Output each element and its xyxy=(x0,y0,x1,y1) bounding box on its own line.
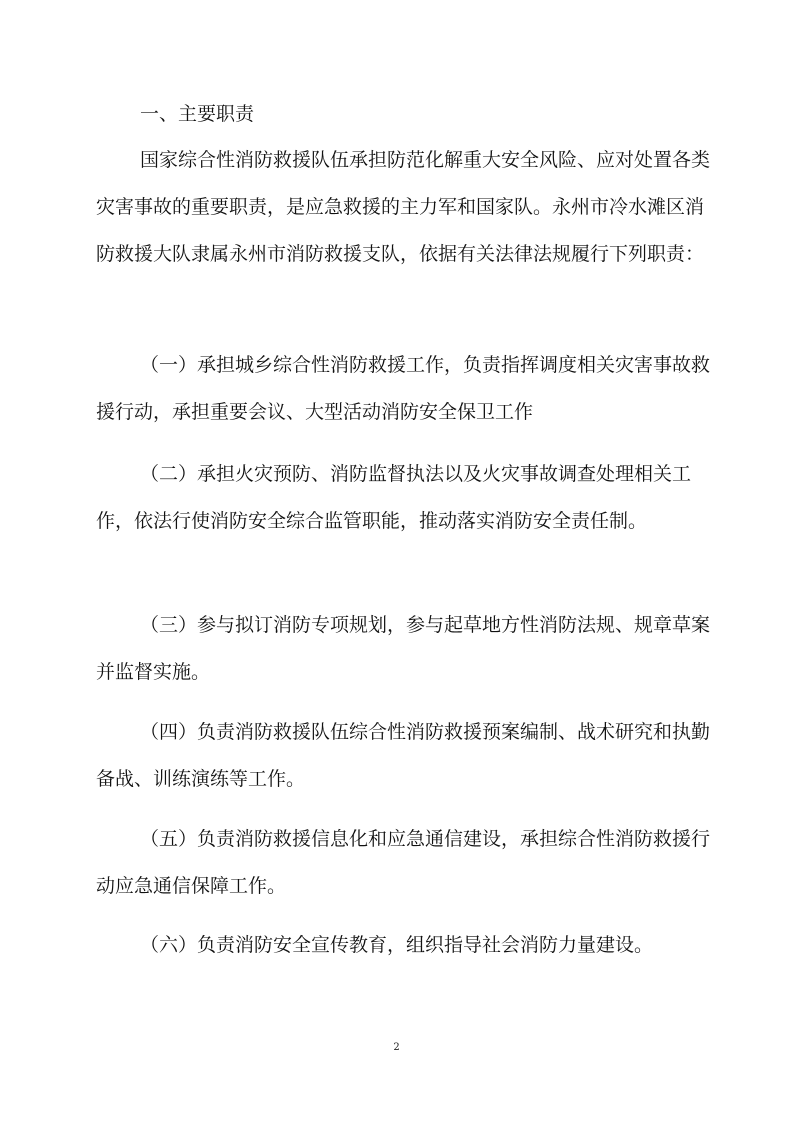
paragraph-intro: 国家综合性消防救援队伍承担防范化解重大安全风险、应对处置各类灾害事故的重要职责，是应急救援的主力军和国家队。永州市冷水滩区消防救援大队隶属永州市消防救援支队，依据有关法律法规履行下列职责： xyxy=(96,149,711,265)
paragraph-duty-1: （一）承担城乡综合性消防救援工作，负责指挥调度相关灾害事故救援行动，承担重要会议、大型活动消防安全保卫工作 xyxy=(96,354,711,423)
paragraph-duty-3: （三）参与拟订消防专项规划，参与起草地方性消防法规、规章草案并监督实施。 xyxy=(96,614,711,683)
paragraph-duty-6: （六）负责消防安全宣传教育，组织指导社会消防力量建设。 xyxy=(140,934,654,956)
paragraph-duty-2: （二）承担火灾预防、消防监督执法以及火灾事故调查处理相关工作，依法行使消防安全综合监管职能，推动落实消防安全责任制。 xyxy=(96,463,692,532)
section-heading: 一、主要职责 xyxy=(140,103,255,125)
paragraph-duty-5: （五）负责消防救援信息化和应急通信建设，承担综合性消防救援行动应急通信保障工作。 xyxy=(96,828,711,897)
paragraph-duty-4: （四）负责消防救援队伍综合性消防救援预案编制、战术研究和执勤备战、训练演练等工作。 xyxy=(96,721,711,790)
page-number: 2 xyxy=(393,1042,400,1053)
